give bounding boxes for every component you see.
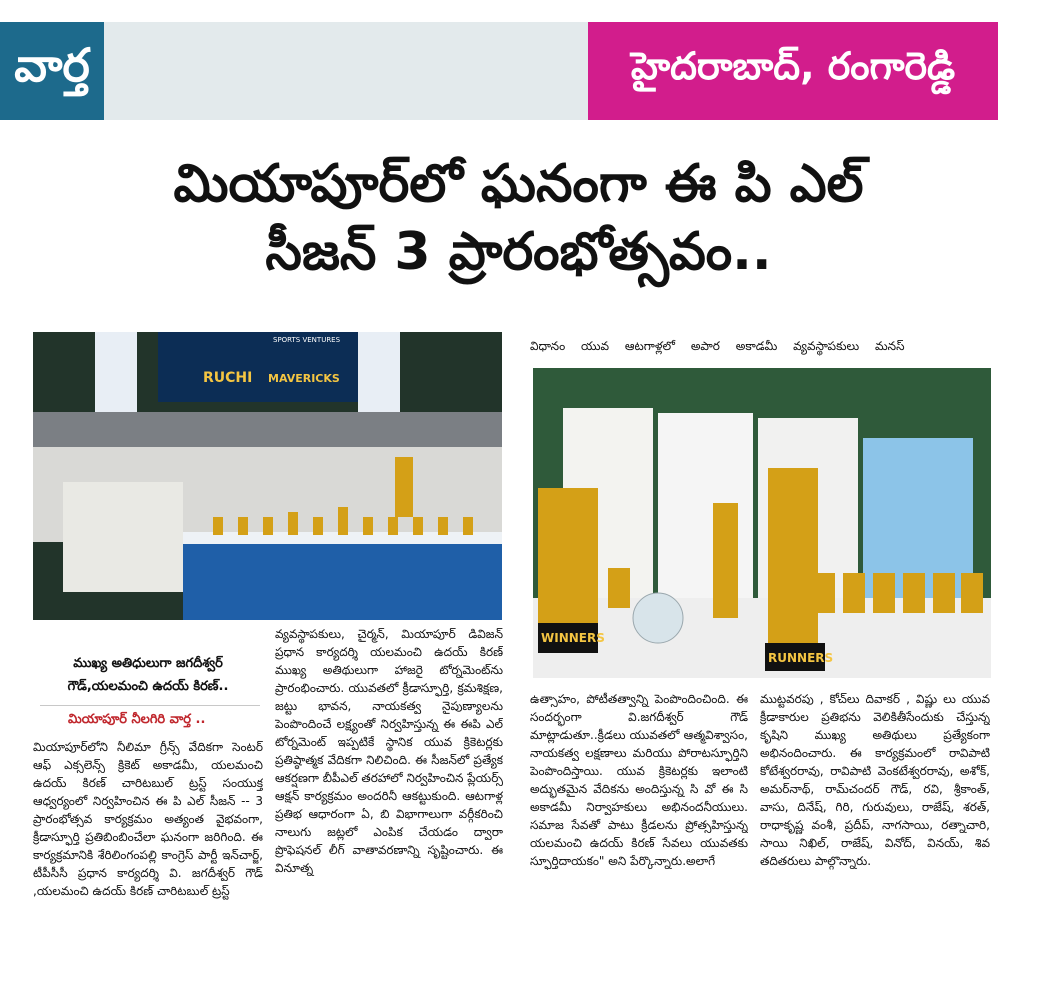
caption-line-1: ముఖ్య అతిధులుగా జగదీశ్వర్ [73,656,223,671]
trophy-label-runners: RUNNERS [768,651,834,665]
banner-left-text: RUCHI [203,370,253,386]
column-3-top: విధానం యువ ఆటగాళ్లలో అపార అకాడమీ వ్యవస్థాపకులు మనస్ [530,339,905,353]
article-column-1: మియాపూర్‌లోని నీలిమా గ్రీన్స్ వేదికగా సెంటర్ ఆఫ్ ఎక్సలెన్స్ క్రికెట్ అకాడమీ, యలమంచి ఉదయ్ కిరణ్ చారిటబుల్ ట్రస్ట్ సంయుక్త ఆధ్వర్యంలో నిర్వహించిన ఈ పి ఎల్ సీజన్ -- 3 ప్రారంభోత్సవ కార్యక్రమం అత్యంత వైభవంగా, క్రీడాస్ఫూర్తి ప్రతిబింబించేలా ఘనంగా జరిగింది. ఈ కార్యక్రమానికి శేరిలింగంపల్లి కాంగ్రెస్ పార్టీ ఇన్‌చార్జ్, టీపీసీసీ ప్రధాన కార్యదర్శి వి. జగదీశ్వర్ గౌడ్ ,యలమంచి ఉదయ్ కిరణ్ చారిటబుల్ ట్రస్ట్ [33,740,263,898]
byline: మియాపూర్ నీలగిరి వార్త .. [68,712,206,727]
masthead-band [104,22,588,120]
caption-line-2: గౌడ్,యలమంచి ఉదయ్ కిరణ్.. [67,679,229,694]
logo-text: వార్త [14,38,90,92]
trophy-label-winners: WINNERS [541,631,605,645]
team-photo-illustration [33,332,502,620]
headline-line-1: మియాపూర్‌లో ఘనంగా ఈ పి ఎల్ [173,154,864,214]
photo-caption [33,652,263,698]
region-banner [588,22,998,120]
article-column-3: ఉత్సాహం, పోటీతత్వాన్ని పెంపొందించింది. ఈ సందర్భంగా వి.జగదీశ్వర్ గౌడ్ మాట్లాడుతూ..క్రీడలు యువతలో ఆత్మవిశ్వాసం, నాయకత్వ లక్షణాలు మరియు పోరాటస్ఫూర్తిని పెంపొందిస్తాయి. యువ క్రికెటర్లకు ఇలాంటి అద్భుతమైన వేదికను అందిస్తున్న సి వో ఈ సి అకాడమీ నిర్వాహకులు అభినందనీయులు. సమాజ సేవతో పాటు క్రీడలను ప్రోత్సహిస్తున్న యలమంచి ఉదయ్ కిరణ్ సేవలు యువతకు స్ఫూర్తిదాయకం" అని పేర్కొన్నారు.అలాగే [530,692,748,868]
article-column-4: ముట్టవరపు , కోచ్‌లు దివాకర్ , విష్ణు లు యువ క్రీడాకారుల ప్రతిభను వెలికితీసేందుకు చేస్తున్న కృషిని ముఖ్య అతిథులు ప్రత్యేకంగా అభినందించారు. ఈ కార్యక్రమంలో రావిపాటి కోటేశ్వరరావు, రావిపాటి వెంకటేశ్వరరావు, అశోక్, అమర్‌నాథ్, రామ్‌చందర్ గౌడ్, రవి, శ్రీకాంత్, వాసు, దినేష్, గిరి, గురువులు, రాజేష్, శరత్, రాధాకృష్ణ వంశీ, ప్రదీప్, నాగసాయి, రత్నాచారి, సాయి నిఖిల్, రాజేష్, వినోద్, వినయ్, శివ తదితరులు పాల్గొన్నారు. [760,692,990,868]
banner-right-text: MAVERICKS [268,372,340,385]
article-column-2: వ్యవస్థాపకులు, చైర్మన్, మియాపూర్ డివిజన్ ప్రధాన కార్యదర్శి యలమంచి ఉదయ్ కిరణ్ ముఖ్య అతిథులుగా హాజరై టోర్నమెంట్‌ను ప్రారంభించారు. యువతలో క్రీడాస్ఫూర్తి, క్రమశిక్షణ, జట్టు భావన, నాయకత్వ నైపుణ్యాలను పెంపొందించే లక్ష్యంతో నిర్వహిస్తున్న ఈ ఈపి ఎల్ టోర్నమెంట్ ఇప్పటికే స్థానిక యువ క్రికెటర్లకు ప్రతిష్ఠాత్మక వేదికగా నిలిచింది. ఈ సీజన్‌లో ప్రత్యేక ఆకర్షణగా బీపీఎల్ తరహాలో నిర్వహించిన ప్లేయర్స్ ఆక్షన్ కార్యక్రమం అందరినీ ఆకట్టుకుంది. ఆటగాళ్ల ప్రతిభ ఆధారంగా ఏ, బి విభాగాలుగా వర్గీకరించి నాలుగు జట్లలో ఎంపిక చేయడం ద్వారా ప్రొఫెషనల్ లీగ్ వాతావరణాన్ని సృష్టించారు. ఈ వినూత్న [275,627,503,875]
caption-rule [40,705,260,706]
newspaper-logo [0,22,104,120]
headline [0,150,1037,286]
team-photo [33,332,502,620]
banner-top-text: SPORTS VENTURES [273,336,341,344]
trophy-photo-illustration [533,368,991,678]
trophy-photo [533,368,991,678]
region-text: హైదరాబాద్, రంగారెడ్డి [630,44,956,88]
headline-line-2: సీజన్ 3 ప్రారంభోత్సవం.. [265,222,772,282]
